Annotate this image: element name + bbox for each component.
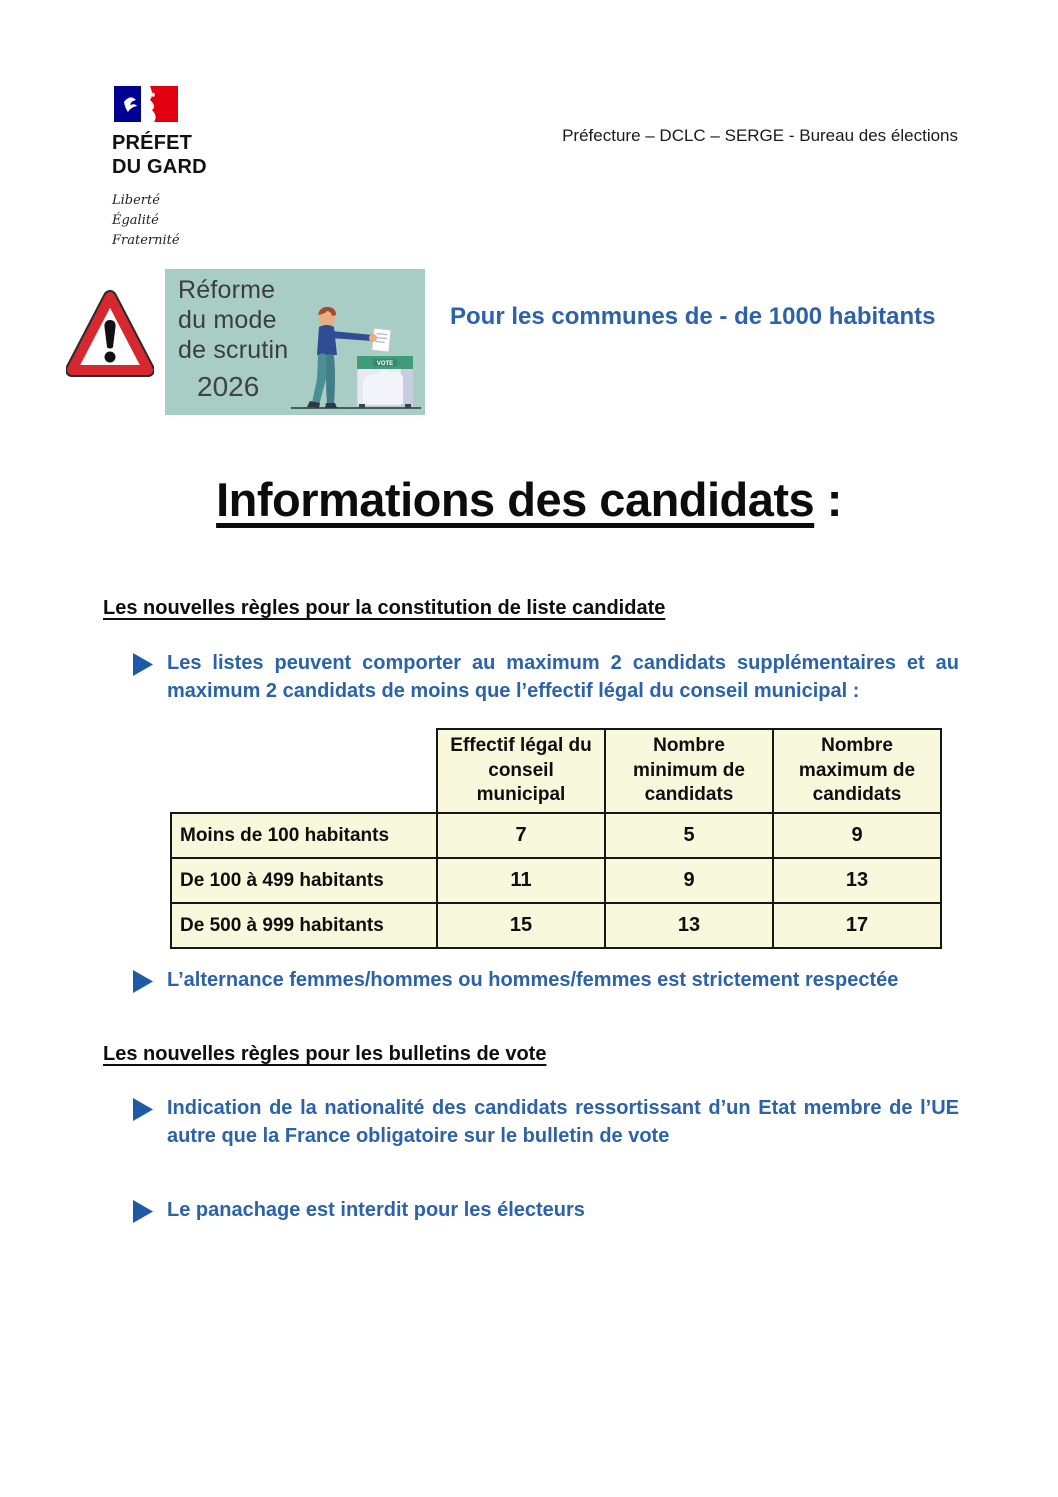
service-line: Préfecture – DCLC – SERGE - Bureau des élections	[562, 126, 958, 145]
section-heading-list-rules: Les nouvelles règles pour la constitution de liste candidate	[103, 597, 666, 619]
row-label: De 500 à 999 habitants	[171, 903, 437, 948]
page-title-underlined: Informations des candidats	[216, 473, 815, 526]
cell-value: 13	[773, 858, 941, 903]
row-label: Moins de 100 habitants	[171, 813, 437, 858]
col-header-min: Nombre minimum de candidats	[605, 729, 773, 813]
bullet-panachage	[133, 1196, 959, 1224]
cell-value: 9	[773, 813, 941, 858]
prefecture-name	[112, 132, 207, 179]
arrow-bullet-icon	[133, 970, 153, 993]
prefecture-logo	[112, 84, 207, 252]
reform-line-1: Réforme	[178, 276, 276, 304]
audience-heading: Pour les communes de - de 1000 habitants	[450, 303, 936, 330]
reform-banner-title	[178, 275, 288, 365]
arrow-bullet-icon	[133, 1098, 153, 1121]
cell-value: 15	[437, 903, 605, 948]
prefecture-name-line1: PRÉFET	[112, 132, 193, 154]
ballot-box-vote-label: VOTE	[376, 361, 394, 367]
bullet-alternance	[133, 966, 959, 994]
bullet-panachage-text: Le panachage est interdit pour les électeurs	[167, 1199, 585, 1221]
bullet-alternance-text: L’alternance femmes/hommes ou hommes/femmes est strictement respectée	[167, 969, 899, 991]
reform-line-3: de scrutin	[178, 336, 289, 364]
cell-value: 9	[605, 858, 773, 903]
reform-year: 2026	[197, 371, 260, 402]
candidate-counts-table	[170, 728, 942, 949]
bullet-nationality-text: Indication de la nationalité des candidats ressortissant d’un Etat membre de l’UE autre que la France obligatoire sur le bulletin de vote	[167, 1097, 959, 1147]
reform-banner-image	[165, 269, 425, 415]
cell-value: 7	[437, 813, 605, 858]
cell-value: 13	[605, 903, 773, 948]
table-row	[171, 858, 941, 903]
voter-ballot-box-illustration	[285, 301, 425, 413]
section-heading-ballot-rules: Les nouvelles règles pour les bulletins de vote	[103, 1043, 547, 1065]
motto-egalite: Égalité	[112, 213, 159, 229]
motto-liberte: Liberté	[112, 193, 160, 209]
table-row	[171, 813, 941, 858]
cell-value: 11	[437, 858, 605, 903]
prefecture-name-line2: DU GARD	[112, 155, 207, 178]
french-flag-marianne-icon	[112, 84, 188, 126]
arrow-bullet-icon	[133, 1200, 153, 1223]
motto-fraternite: Fraternité	[112, 233, 180, 249]
bullet-nationality	[133, 1094, 959, 1150]
arrow-bullet-icon	[133, 653, 153, 676]
page-title	[0, 472, 1058, 527]
col-header-max: Nombre maximum de candidats	[773, 729, 941, 813]
republic-motto	[112, 191, 207, 251]
row-label: De 100 à 499 habitants	[171, 858, 437, 903]
table-header-row	[171, 729, 941, 813]
col-header-effectif: Effectif légal du conseil municipal	[437, 729, 605, 813]
bullet-max-candidates-text: Les listes peuvent comporter au maximum 2 candidats supplémentaires et au maximum 2 candidats de moins que l’effectif légal du conseil municipal :	[167, 652, 959, 702]
reform-line-2: du mode	[178, 306, 277, 334]
table-row	[171, 903, 941, 948]
warning-triangle-icon	[66, 290, 154, 384]
cell-value: 5	[605, 813, 773, 858]
page-title-colon: :	[814, 473, 842, 526]
bullet-max-candidates	[133, 649, 959, 705]
table-ghost-cell	[171, 729, 437, 813]
cell-value: 17	[773, 903, 941, 948]
